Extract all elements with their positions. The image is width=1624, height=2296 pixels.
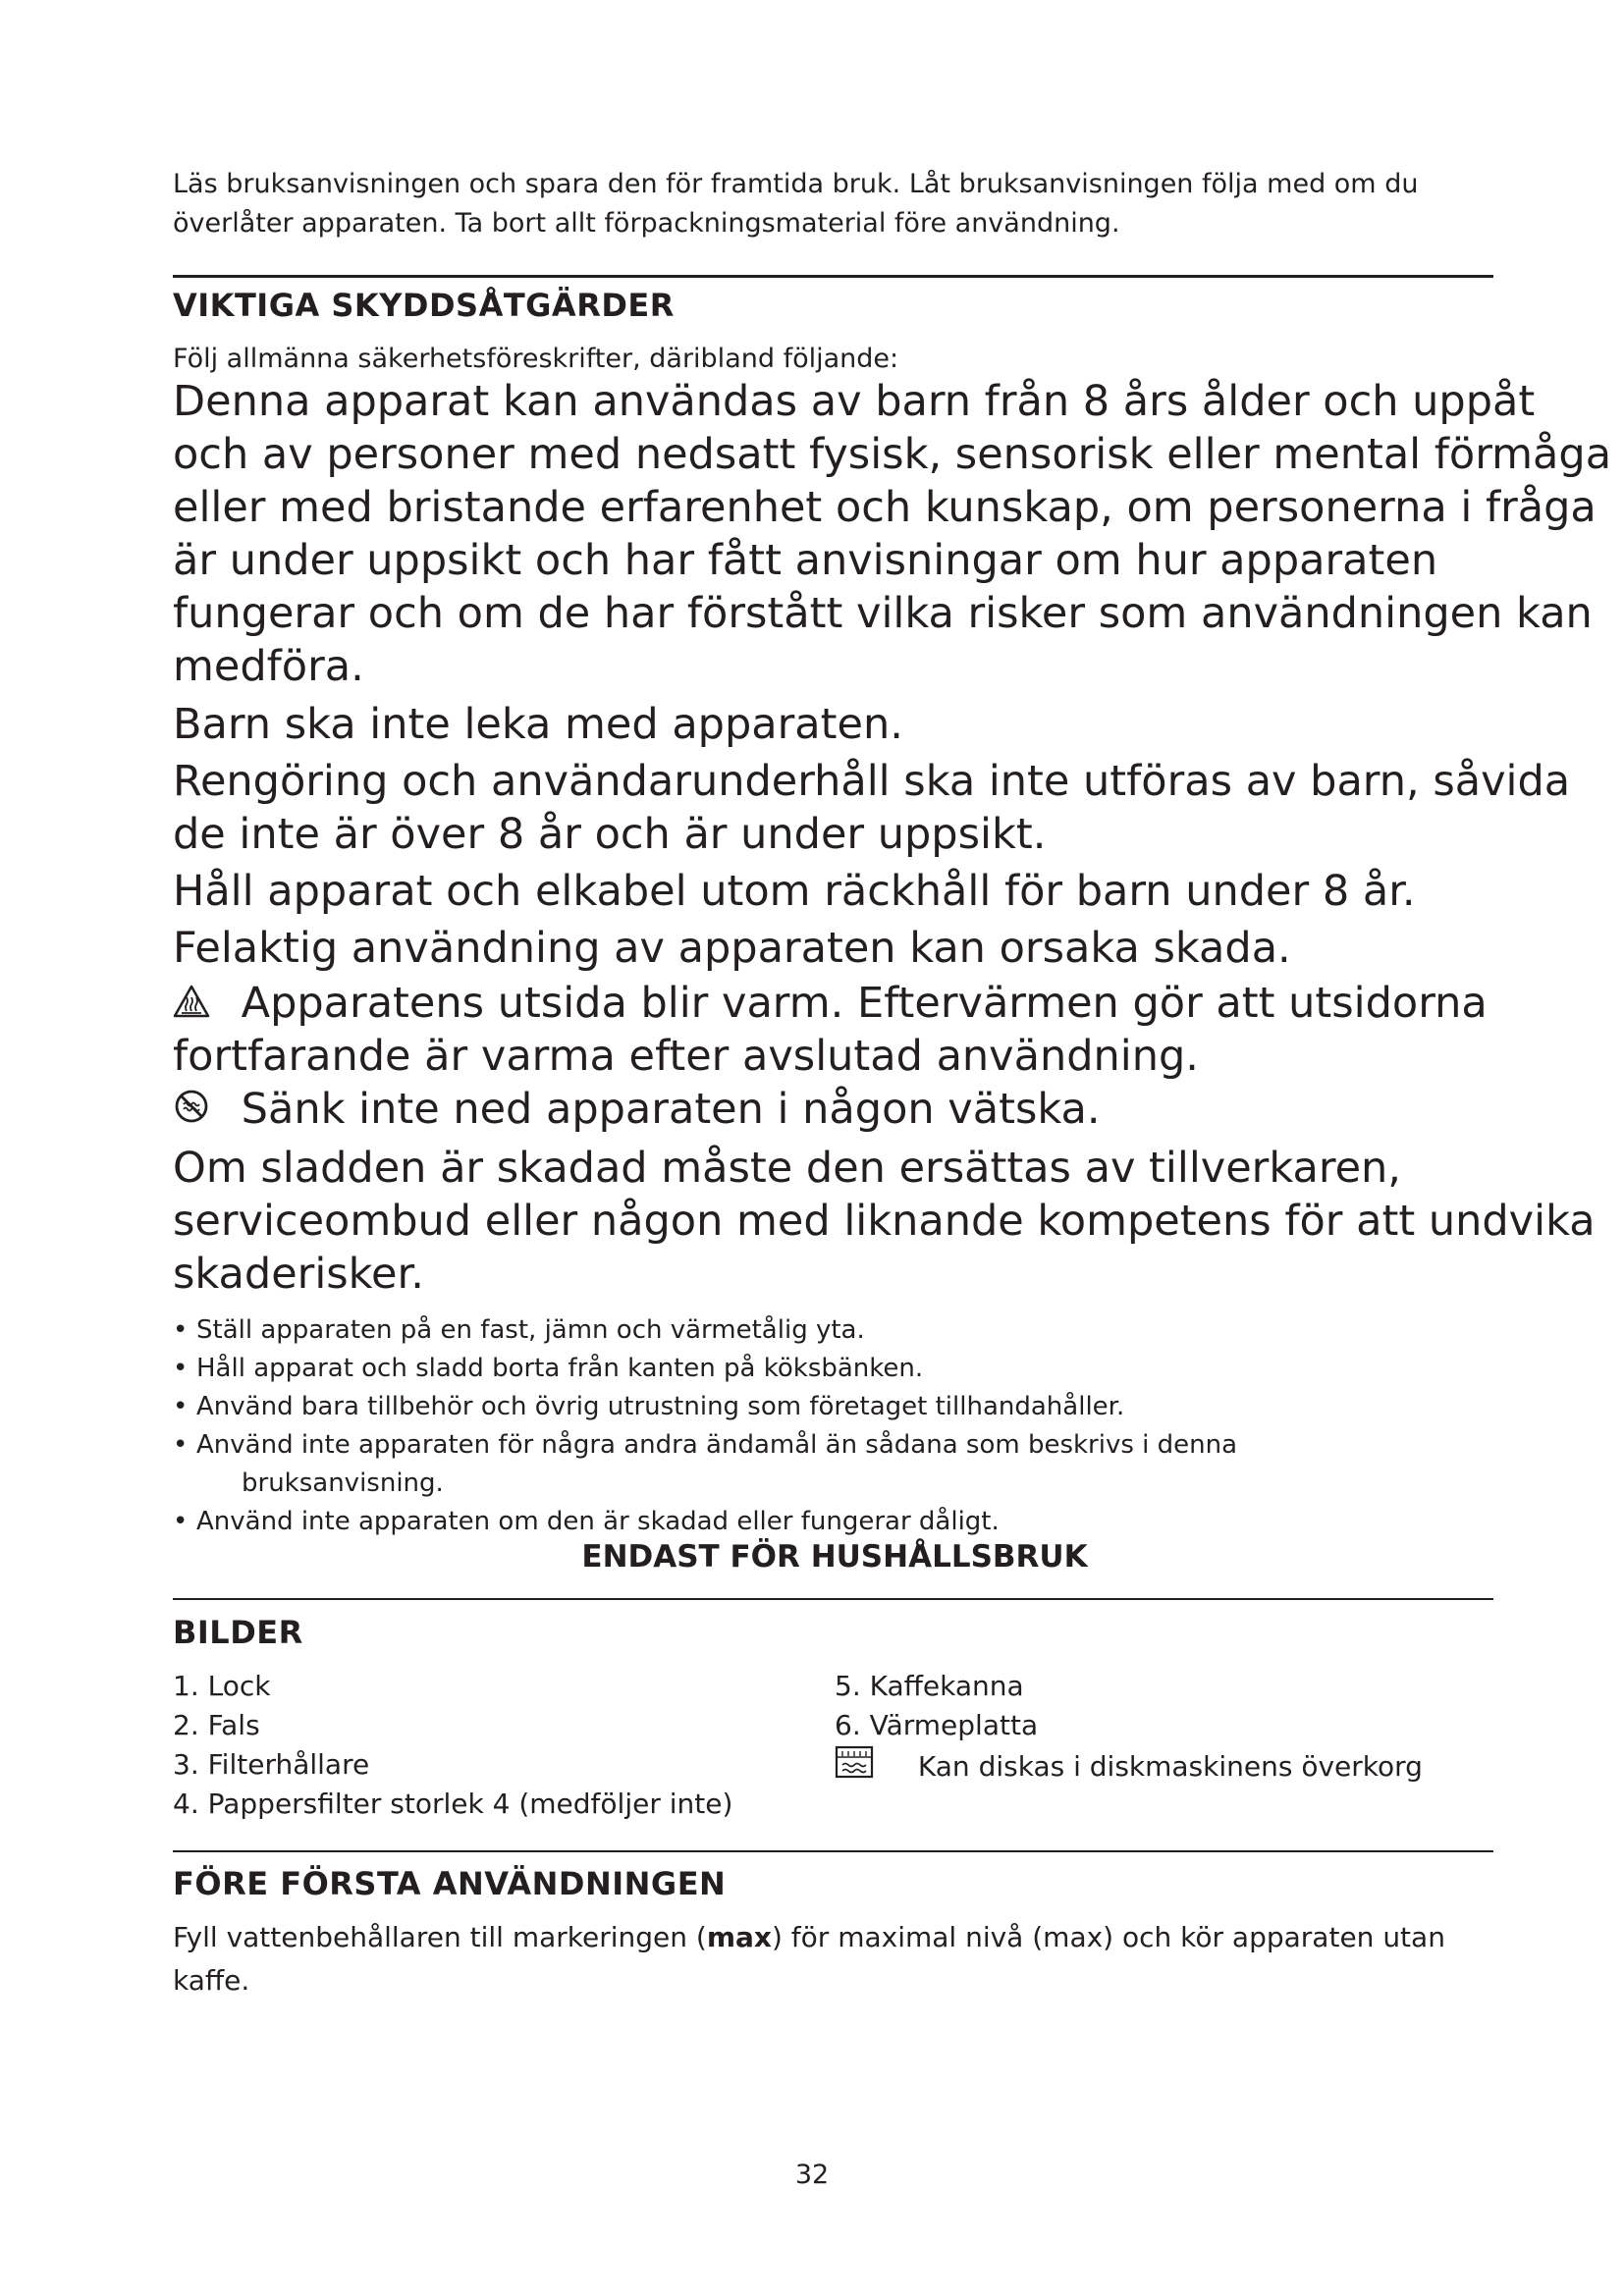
part-item: 5. Kaffekanna (835, 1670, 1024, 1702)
warning-line: fortfarande är varma efter avslutad användning. (173, 1032, 1199, 1081)
part-item: 1. Lock (173, 1670, 271, 1702)
warning-line: Felaktig användning av apparaten kan orsaka skada. (173, 924, 1291, 973)
safety-heading: VIKTIGA SKYDDSÅTGÄRDER (173, 287, 675, 324)
max-marker-text: max (706, 1921, 772, 1953)
bullet-item: • Använd inte apparaten om den är skadad eller fungerar dåligt. (173, 1503, 1237, 1541)
section-divider (173, 275, 1493, 278)
bullet-dot: • (173, 1430, 189, 1460)
warning-line: Håll apparat och elkabel utom räckhåll för barn under 8 år. (173, 867, 1416, 916)
parts-list-right (835, 1667, 1423, 1789)
section-divider (173, 1850, 1493, 1852)
warning-line: Denna apparat kan användas av barn från 8 års ålder och uppåt (173, 377, 1536, 426)
part-item: 6. Värmeplatta (835, 1709, 1039, 1741)
warning-line: är under uppsikt och har fått anvisningar om hur apparaten (173, 536, 1438, 585)
intro-line-1: Läs bruksanvisningen och spara den för framtida bruk. Låt bruksanvisningen följa med om du (173, 169, 1419, 199)
first-use-line-1: Fyll vattenbehållaren till markeringen (max) för maximal nivå (max) och kör apparaten utan (173, 1921, 1445, 1953)
warning-line-no-immerse: Sänk inte ned apparaten i någon vätska. (173, 1084, 1101, 1138)
hot-surface-warning-icon (173, 980, 210, 1032)
warning-line: skaderisker. (173, 1250, 424, 1299)
safety-bullet-list (173, 1311, 1237, 1541)
warning-line: de inte är över 8 år och är under uppsikt. (173, 810, 1047, 859)
bullet-item-continuation: bruksanvisning. (242, 1468, 444, 1498)
do-not-immerse-icon (173, 1086, 210, 1138)
bullet-item: • Använd bara tillbehör och övrig utrustning som företaget tillhandahåller. (173, 1388, 1237, 1426)
bullet-dot: • (173, 1507, 189, 1536)
intro-line-2: överlåter apparaten. Ta bort allt förpackningsmaterial före användning. (173, 208, 1120, 239)
dishwasher-note: Kan diskas i diskmaskinens överkorg (835, 1745, 1423, 1789)
bullet-item: • Använd inte apparaten för några andra ändamål än sådana som beskrivs i denna (173, 1426, 1237, 1465)
warning-line: fungerar och om de har förstått vilka risker som användningen kan (173, 589, 1593, 638)
first-use-paragraph (173, 1916, 1445, 2002)
warning-line: Barn ska inte leka med apparaten. (173, 700, 903, 749)
warning-line: eller med bristande erfarenhet och kunskap, om personerna i fråga (173, 483, 1597, 532)
section-divider (173, 1598, 1493, 1600)
part-item: 2. Fals (173, 1709, 260, 1741)
bullet-dot: • (173, 1392, 189, 1421)
first-use-line-2: kaffe. (173, 1964, 250, 1997)
intro-paragraph (173, 165, 1418, 243)
warning-line: och av personer med nedsatt fysisk, sensorisk eller mental förmåga (173, 430, 1612, 479)
bullet-item: • Håll apparat och sladd borta från kanten på köksbänken. (173, 1350, 1237, 1388)
warning-line: medföra. (173, 642, 364, 691)
dishwasher-top-rack-icon (835, 1745, 874, 1789)
warning-line: Rengöring och användarunderhåll ska inte utföras av barn, såvida (173, 757, 1571, 806)
safety-subheading: Följ allmänna säkerhetsföreskrifter, däribland följande: (173, 344, 899, 374)
bullet-dot: • (173, 1315, 189, 1345)
bullet-dot: • (173, 1354, 189, 1383)
part-item: 4. Pappersfilter storlek 4 (medföljer inte) (173, 1788, 733, 1820)
household-only-notice: ENDAST FÖR HUSHÅLLSBRUK (581, 1539, 1088, 1575)
warning-line: serviceombud eller någon med liknande kompetens för att undvika (173, 1197, 1596, 1246)
page-number: 32 (794, 2160, 830, 2190)
bilder-heading: BILDER (173, 1614, 303, 1651)
warning-line-hot-surface: Apparatens utsida blir varm. Eftervärmen gör att utsidorna (173, 978, 1488, 1032)
bullet-item: • Ställ apparaten på en fast, jämn och värmetålig yta. (173, 1311, 1237, 1350)
warning-line: Om sladden är skadad måste den ersättas av tillverkaren, (173, 1144, 1401, 1193)
parts-list-left (173, 1667, 732, 1824)
first-use-heading: FÖRE FÖRSTA ANVÄNDNINGEN (173, 1865, 727, 1902)
part-item: 3. Filterhållare (173, 1748, 370, 1781)
